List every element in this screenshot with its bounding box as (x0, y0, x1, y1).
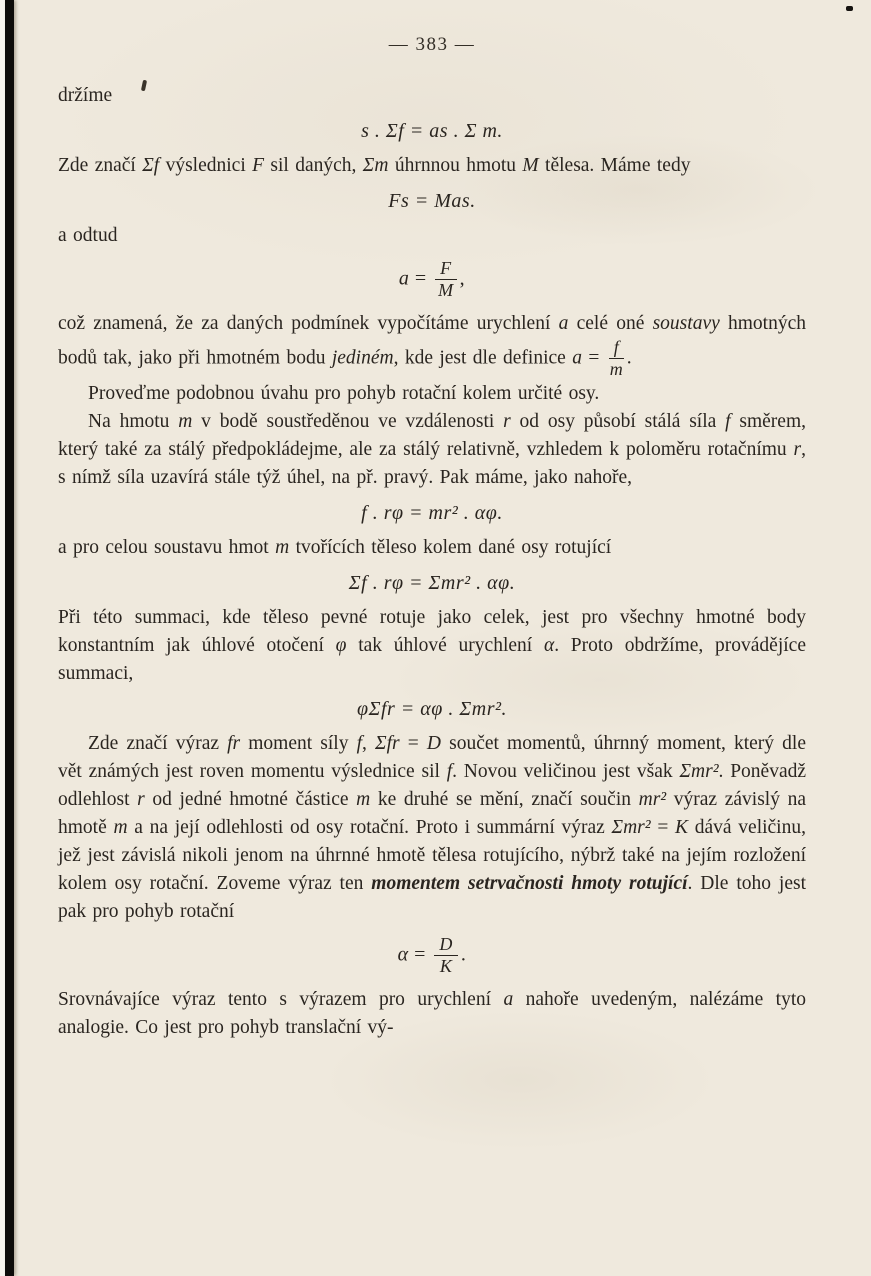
text-run: výraz závislý na hmotě (58, 788, 806, 838)
text-run: Na hmotu (88, 410, 179, 432)
text-run: součet momentů, úhrnný moment, který dle vět známých jest roven momentu výslednice sil (58, 732, 806, 782)
text-run: Σfr (375, 732, 400, 754)
text-run: ke druhé se mění, značí součin (370, 788, 639, 810)
text-run: . Poněvadž odlehlost (58, 760, 807, 810)
text-run: m (356, 788, 371, 810)
text-run: D (426, 732, 441, 754)
fraction-numerator: D (434, 935, 458, 956)
text-run: sil daných, (264, 155, 363, 176)
text-run: od jedné hmotné částice (144, 788, 357, 810)
text-run: tvořících těleso kolem dané osy rotující (289, 536, 612, 558)
text-run: Srovnávajíce výraz tento s výrazem pro urychlení (58, 988, 504, 1010)
text-run: m (178, 410, 193, 432)
text-run: Σf . rφ = Σmr² . αφ. (348, 571, 516, 594)
text-run: M (522, 155, 539, 176)
text-run: , kde jest dle definice (393, 347, 573, 369)
text-run: a (503, 988, 514, 1010)
fraction-numerator: f (609, 338, 624, 359)
text-run: a odtud (58, 225, 118, 246)
text-run: f (356, 732, 363, 754)
text-run: Zde značí (58, 155, 143, 176)
text-run: . Novou veličinou jest však (452, 760, 680, 782)
text-run: = (408, 943, 432, 966)
text-run: α (397, 943, 409, 966)
text-run: výslednici (159, 155, 253, 176)
text-run: Zde značí výraz (88, 732, 228, 754)
paragraph (58, 534, 806, 562)
text-run: Σmr² (679, 760, 719, 782)
text-run: celé oné (568, 312, 653, 334)
text-run: = (581, 347, 606, 369)
text-run: m (275, 536, 290, 558)
text-run: K (675, 816, 689, 838)
paragraph (58, 152, 806, 180)
fraction-denominator: M (438, 280, 454, 301)
text-run: mr² (638, 788, 667, 810)
text-run: = (650, 816, 676, 838)
display-equation (58, 259, 806, 301)
text-run: . (460, 943, 467, 966)
text-run: . Dle toho jest pak pro pohyb rotační (58, 872, 807, 922)
display-equation (58, 935, 806, 977)
text-run: . Proto obdržíme, provádějíce summaci, (58, 634, 806, 684)
text-run: a (572, 347, 582, 369)
text-run: r (137, 788, 145, 810)
text-run: Při této summaci, kde těleso pevné rotuje jako celek, jest pro všechny hmotné body konstantním jak úhlové otočení (58, 606, 806, 656)
text-run: úhrnnou hmotu (388, 155, 523, 176)
fraction-numerator: F (435, 259, 457, 280)
paragraph (58, 408, 806, 492)
text-run: m (113, 816, 128, 838)
page-content (58, 82, 806, 1042)
text-run: Σmr² (611, 816, 651, 838)
text-run: φΣfr = αφ . Σmr². (357, 697, 507, 720)
text-run: r (793, 438, 802, 460)
text-run: Fs = Mas. (388, 190, 476, 212)
text-run: s . Σf = as . Σ m. (361, 120, 503, 142)
text-run: soustavy (652, 312, 720, 334)
text-run: a (558, 312, 569, 334)
text-run: směrem, který také za stálý předpokládejme, ale za stálý relativně, vzhledem k poloměru rotačnímu (58, 410, 806, 460)
display-equation (58, 569, 806, 597)
text-run: a na její odlehlosti od osy rotační. Proto i summární výraz (127, 816, 612, 838)
text-run: . (626, 347, 632, 369)
text-run: momentem setrvačnosti hmoty rotující (371, 872, 688, 894)
display-equation (58, 117, 806, 145)
text-run: držíme (58, 85, 113, 106)
text-run: nahoře uvedeným, nalézáme tyto analogie. Co jest pro pohyb translační vý- (58, 988, 807, 1038)
text-run: hmotných bodů tak, jako při hmotném bodu (58, 312, 806, 369)
text-run: , (362, 732, 376, 754)
text-run: , s nímž síla uzavírá stále týž úhel, na př. pravý. Pak máme, jako nahoře, (58, 438, 806, 488)
text-run: φ (335, 634, 347, 656)
text-run: , (459, 267, 466, 290)
text-run: Σm (362, 155, 389, 176)
fraction-denominator: K (439, 956, 453, 977)
text-run: v bodě soustředěnou ve vzdálenosti (192, 410, 504, 432)
display-equation (58, 695, 806, 723)
text-run: tělesa. Máme tedy (538, 155, 691, 176)
text-run: fr (227, 732, 241, 754)
text-run: moment síly (240, 732, 357, 754)
paragraph (58, 604, 806, 688)
display-equation (58, 499, 806, 527)
text-run: = (399, 732, 427, 754)
text-run: α (543, 634, 555, 656)
text-run: Proveďme podobnou úvahu pro pohyb rotační kolem určité osy. (88, 382, 600, 404)
scan-artifact (846, 6, 853, 11)
text-run: od osy působí stálá síla (510, 410, 726, 432)
text-run: f (446, 760, 453, 782)
text-run: jediném (331, 347, 394, 369)
fraction-denominator: m (609, 359, 623, 380)
paragraph (58, 730, 806, 926)
text-run: Σf (142, 155, 160, 176)
text-run: f (725, 410, 731, 432)
text-run: F (252, 155, 265, 176)
page-number: — 383 — (388, 34, 476, 55)
paragraph (58, 986, 806, 1042)
paragraph (58, 310, 806, 380)
text-run: r (503, 410, 511, 432)
text-run: tak úhlové urychlení (346, 634, 544, 656)
text-run: a (398, 267, 410, 290)
text-run: což znamená, že za daných podmínek vypočítáme urychlení (58, 312, 559, 334)
scan-edge-shadow (5, 0, 14, 1276)
text-run: dává veličinu, jež jest závislá nikoli jenom na úhrnné hmotě tělesa rotujícího, nýbrž také na jejím rozložení kolem osy rotační. Zoveme výraz ten (58, 816, 806, 894)
book-page (58, 34, 806, 1042)
paragraph (58, 380, 806, 408)
paragraph (58, 82, 806, 110)
text-run: a pro celou soustavu hmot (58, 536, 276, 558)
text-run: f . rφ = mr² . αφ. (361, 501, 503, 524)
fraction (433, 259, 459, 301)
text-run: = (409, 267, 433, 290)
fraction (432, 935, 460, 977)
paragraph (58, 222, 806, 250)
fraction (607, 338, 626, 380)
display-equation (58, 187, 806, 215)
